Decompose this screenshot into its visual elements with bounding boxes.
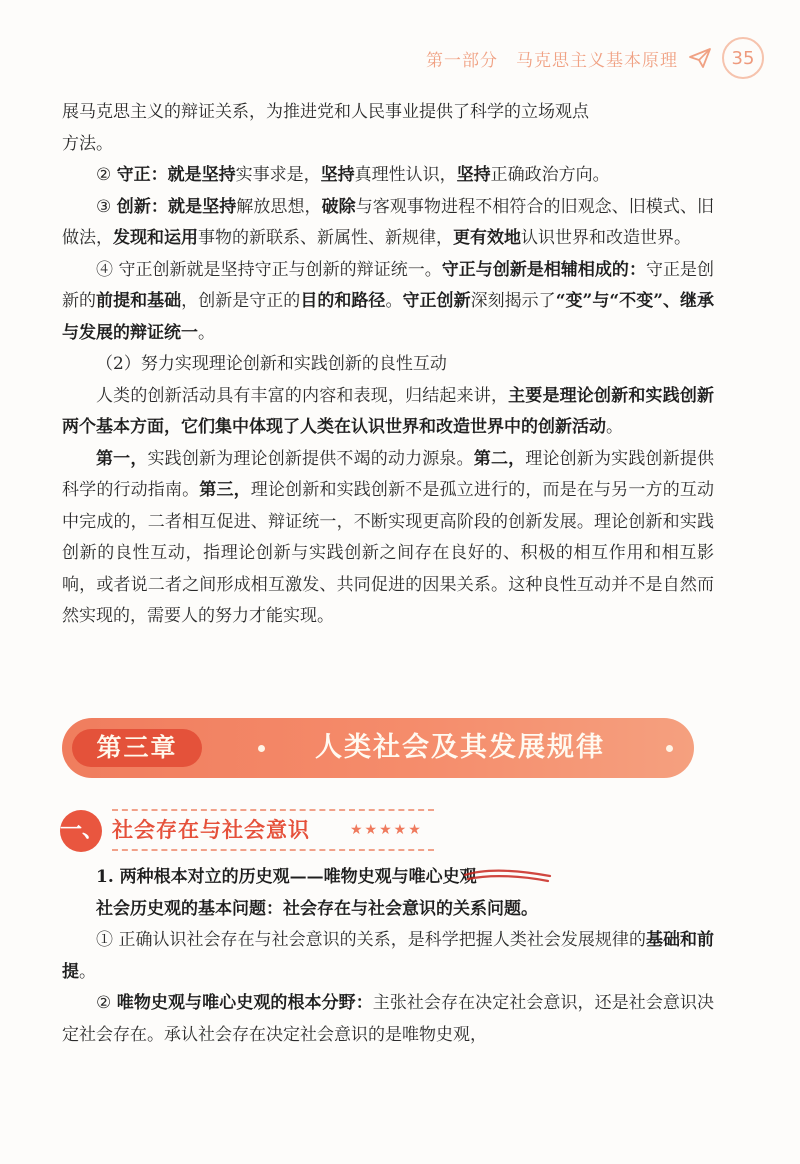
banner-dot-left xyxy=(258,745,265,752)
paragraph-fundamental-divide: ② 唯物史观与唯心史观的根本分野：主张社会存在决定社会意识，还是社会意识决定社会存在。承认社会存在决定社会意识的是唯物史观， xyxy=(62,993,715,1045)
heading-two-views-of-history: 1. 两种根本对立的历史观——唯物史观与唯心史观 xyxy=(96,867,477,887)
body-text-block-1 xyxy=(62,97,714,633)
chapter-tag: 第三章 xyxy=(72,729,202,767)
paragraph-shouzheng: ② 守正：就是坚持实事求是，坚持真理性认识，坚持正确政治方向。 xyxy=(96,165,610,185)
section-title: 社会存在与社会意识 xyxy=(112,818,310,842)
chapter-title: 人类社会及其发展规律 xyxy=(315,732,605,763)
section-dashed-underline xyxy=(112,849,434,851)
paper-plane-icon xyxy=(688,47,712,69)
part-label: 第一部分 xyxy=(426,50,498,71)
red-pen-mark xyxy=(462,866,554,890)
paragraph-chuangxin-huodong: 人类的创新活动具有丰富的内容和表现，归结起来讲，主要是理论创新和实践创新两个基本方面，它们集中体现了人类在认识世界和改造世界中的创新活动。 xyxy=(62,385,715,437)
section-number-badge: 一、 xyxy=(60,810,102,852)
paragraph-three-points: 第一，实践创新为理论创新提供不竭的动力源泉。第二，理论创新为实践创新提供科学的行动指南。第三，理论创新和实践创新不是孤立进行的，而是在与另一方的互动中完成的，二者相互促进、辩证统一，不断实现更高阶段的创新发展。理论创新和实践创新的良性互动，指理论创新与实践创新之间存在良好的、积极的相互作用和相互影响，或者说二者之间形成相互激发、共同促进的因果关系。这种良性互动并不是自然而然实现的，需要人的努力才能实现。 xyxy=(62,448,715,626)
paragraph-shouzheng-chuangxin: ④ 守正创新就是坚持守正与创新的辩证统一。守正与创新是相辅相成的：守正是创新的前提和基础，创新是守正的目的和路径。守正创新深刻揭示了“变”与“不变”、继承与发展的辩证统一。 xyxy=(62,259,715,343)
book-title: 马克思主义基本原理 xyxy=(516,50,678,71)
heading-basic-question: 社会历史观的基本问题：社会存在与社会意识的关系问题。 xyxy=(96,898,538,919)
paragraph-relation: ① 正确认识社会存在与社会意识的关系，是科学把握人类社会发展规律的基础和前提。 xyxy=(62,930,715,982)
section-top-dashed-line xyxy=(112,809,434,811)
subheading-liangxing-hudong: （2）努力实现理论创新和实践创新的良性互动 xyxy=(96,354,447,374)
banner-dot-right xyxy=(666,745,673,752)
page-number: 35 xyxy=(722,37,764,79)
page-header xyxy=(426,38,764,78)
running-head xyxy=(426,46,678,71)
body-text-block-2 xyxy=(62,862,714,1051)
importance-stars: ★★★★★ xyxy=(350,822,423,838)
paragraph-chuangxin: ③ 创新：就是坚持解放思想，破除与客观事物进程不相符合的旧观念、旧模式、旧做法，发现和运用事物的新联系、新属性、新规律，更有效地认识世界和改造世界。 xyxy=(62,196,715,248)
paragraph-1: 展马克思主义的辩证关系，为推进党和人民事业提供了科学的立场观点 方法。 xyxy=(62,102,589,154)
